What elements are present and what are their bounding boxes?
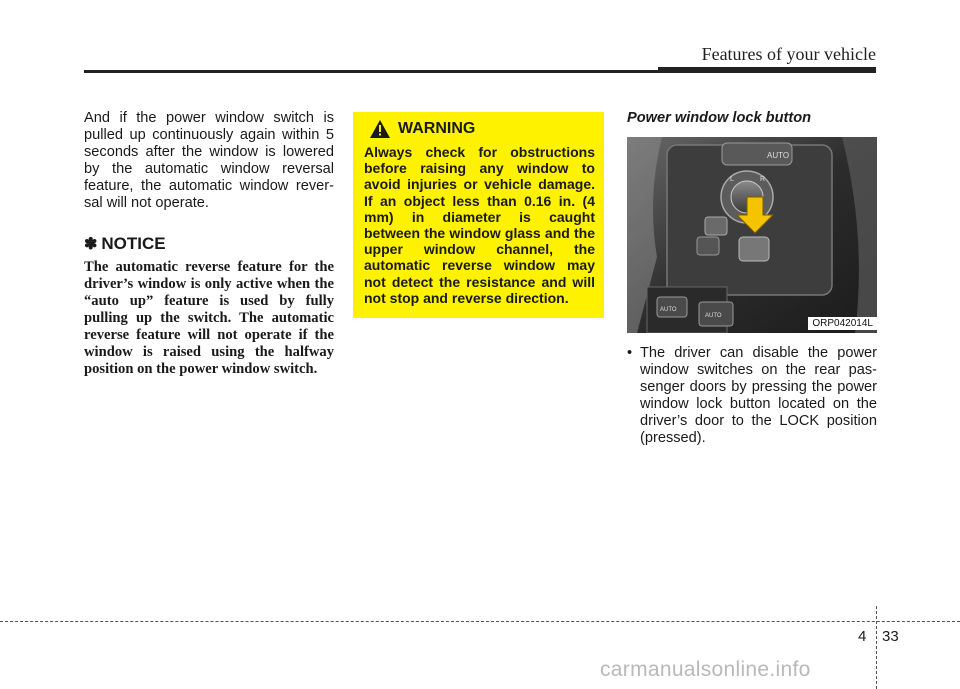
window-switch-photo <box>627 137 877 333</box>
header-rule-accent <box>658 67 876 73</box>
warning-title: WARNING <box>398 120 476 137</box>
notice-star-icon: ✽ <box>84 236 98 253</box>
figure-caption: ORP042014L <box>808 317 877 330</box>
footer-rule <box>0 621 960 622</box>
notice-heading <box>84 234 334 254</box>
intro-paragraph: And if the power window switch is pulled up continuously again within 5 seconds after the window is lowered by the automatic window reversal feature, the automatic window rever-sal will not operate. <box>84 110 334 211</box>
mirror-label-left: L <box>730 176 734 183</box>
warning-header <box>370 120 595 138</box>
warning-box <box>353 112 604 318</box>
section-title: Power window lock button <box>627 110 812 126</box>
bullet-text: The driver can disable the power window switches on the rear pas-senger doors by pressing the power window lock button located on the driver’s door to the LOCK position (pressed). <box>640 345 877 446</box>
auto-top-label: AUTO <box>767 151 790 160</box>
footer-divider <box>876 606 877 689</box>
page-number: 33 <box>882 628 899 645</box>
watermark: carmanualsonline.info <box>600 658 811 681</box>
notice-title: NOTICE <box>101 234 166 253</box>
auto-right-label: AUTO <box>705 313 722 319</box>
warning-triangle-icon <box>370 120 390 138</box>
notice-text: The automatic reverse feature for the driver’s window is only active when the “auto up” feature is used by fully pulling up the switch. The automatic reverse feature will not operate if the window is raised using the halfway position on the power window switch. <box>84 259 334 377</box>
chapter-number: 4 <box>858 628 867 645</box>
door-switch-panel-illustration <box>627 137 877 333</box>
warning-text: Always check for obstructions before raising any window to avoid injuries or vehicle damage. If an object less than 0.16 in. (4 mm) in diameter is caught between the window glass and the upper window channel, the automatic reverse window may not detect the resistance and will not stop and reverse direction. <box>364 144 595 306</box>
right-column <box>627 110 877 447</box>
running-header-title: Features of your vehicle <box>701 44 876 64</box>
auto-left-label: AUTO <box>660 307 677 313</box>
bullet-item <box>627 345 877 447</box>
left-column <box>84 110 334 378</box>
mirror-label-right: R <box>760 176 766 183</box>
bullet-dot-icon: • <box>627 345 633 361</box>
